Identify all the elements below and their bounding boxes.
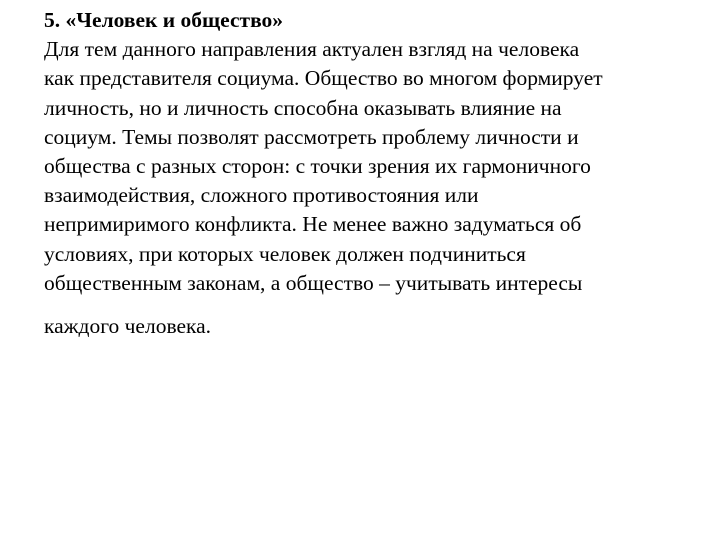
paragraph-line: социум. Темы позволят рассмотреть проблему личности и	[44, 124, 579, 149]
paragraph-line: личность, но и личность способна оказывать влияние на	[44, 95, 562, 120]
paragraph-line: общественным законам, а общество – учитывать интересы	[44, 270, 583, 295]
paragraph-line: общества с разных сторон: с точки зрения их гармоничного	[44, 154, 591, 179]
paragraph-last-line: каждого человека.	[44, 314, 212, 339]
section-heading: 5. «Человек и общество»	[44, 8, 284, 32]
paragraph-line: взаимодействия, сложного противостояния или	[44, 183, 479, 208]
paragraph-line: непримиримого конфликта. Не менее важно задуматься об	[44, 212, 582, 237]
paragraph-line: как представителя социума. Общество во многом формирует	[44, 66, 603, 91]
paragraph-line: Для тем данного направления актуален взгляд на человека	[44, 37, 580, 62]
document-body	[44, 6, 684, 341]
paragraph-line: условиях, при которых человек должен подчиниться	[44, 241, 526, 266]
